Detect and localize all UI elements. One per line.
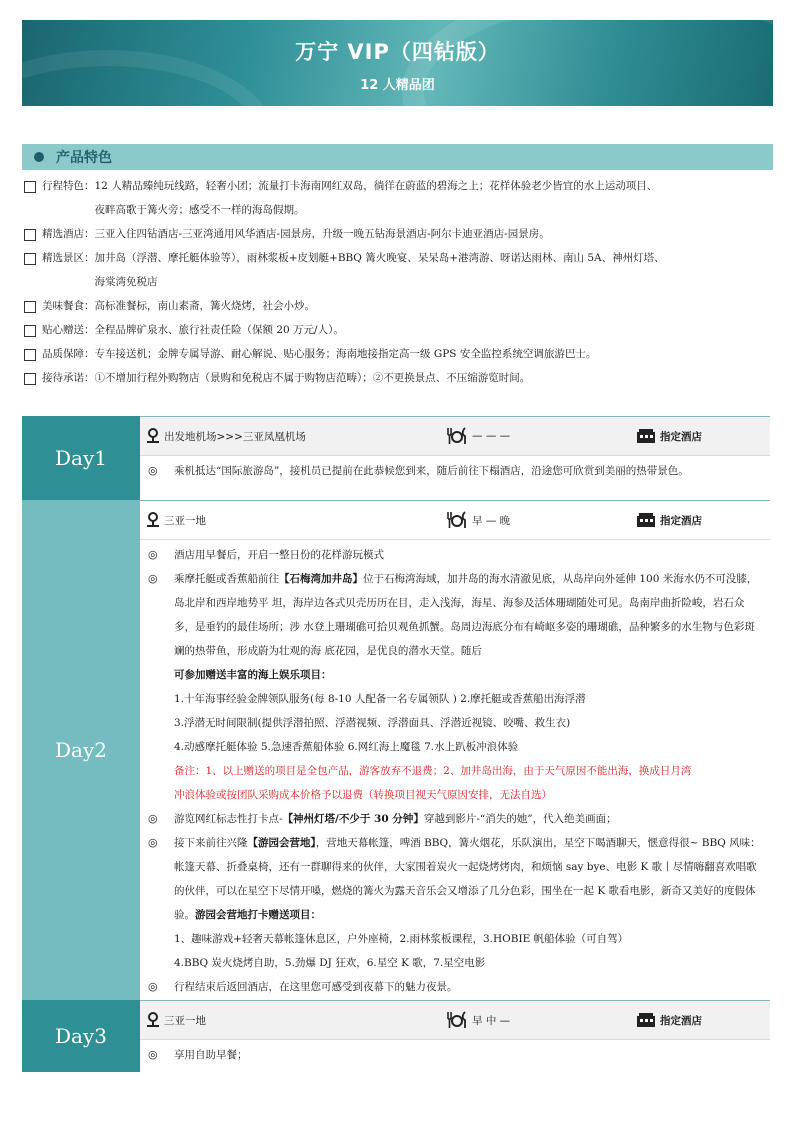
day-content bbox=[140, 456, 770, 487]
feature-text-line: 夜畔高歌于篝火旁；感受不一样的海岛假期。 bbox=[94, 204, 305, 216]
itinerary bbox=[22, 416, 770, 1072]
day-3 bbox=[22, 1000, 770, 1072]
day-label: Day1 bbox=[22, 416, 140, 500]
gift-line: 4.动感摩托艇体验 5.急速香蕉船体验 6.网红海上魔毯 7.水上趴板冲浪体验 bbox=[174, 741, 519, 753]
list-item bbox=[148, 807, 762, 831]
feature-item bbox=[22, 366, 773, 390]
item-text: 酒店用早餐后，开启一整日份的花样游玩模式 bbox=[174, 549, 384, 561]
text-segment: 游览网红标志性打卡点- bbox=[174, 813, 283, 825]
bullet-dot-icon bbox=[34, 152, 44, 162]
checkbox-icon bbox=[24, 181, 36, 193]
feature-item bbox=[22, 222, 773, 246]
day-body bbox=[140, 500, 770, 1000]
highlight-text: 【石梅湾加井岛】 bbox=[279, 573, 363, 585]
meal-text: 早 — 晚 bbox=[472, 514, 511, 527]
text-segment: 位于石梅湾海域，加井岛的海水清澈见底，从岛岸向外延伸 100 米海水仍不可没膝，岛北岸和西岸地势平 坦，海岸边各式贝壳历历在目，走入浅海，海星、海参及活体珊瑚随处可见。岛南岸曲折险峻，岩石众多，是垂钓的最佳场所；涉 水登上珊瑚礁可拾贝观鱼抓蟹。岛周边海底分布有崎岖多姿的珊瑚礁，品种繁多的水生物与色彩斑斓的热带鱼，形成蔚为壮观的海 底花园，是优良的潜水天堂。随后 bbox=[174, 573, 758, 657]
hotel bbox=[636, 512, 702, 528]
text-segment: 穿越到影片-“消失的她”，代入绝美画面； bbox=[423, 813, 617, 825]
features-list bbox=[22, 174, 773, 390]
feature-text-line: 加井岛（浮潜、摩托艇体验等），雨林浆板+皮划艇+BBQ 篝火晚宴、呆呆岛+港湾游、呀诺达雨林、南山 5A、神州灯塔、 bbox=[94, 252, 665, 264]
item-text: 乘机抵达“国际旅游岛”，接机员已提前在此恭候您到来，随后前往下榻酒店，沿途您可欣赏到美丽的热带景色。 bbox=[174, 465, 689, 477]
feature-text: 高标准餐标，南山素斋，篝火烧烤，社会小炒。 bbox=[94, 300, 315, 312]
day-content bbox=[140, 540, 770, 1003]
gift-line: 4.BBQ 炭火烧烤自助，5.劲爆 DJ 狂欢，6.星空 K 歌，7.星空电影 bbox=[174, 957, 486, 969]
item-text: 享用自助早餐； bbox=[174, 1049, 248, 1061]
list-item bbox=[148, 975, 762, 999]
day-body bbox=[140, 1000, 770, 1072]
day-header bbox=[140, 501, 770, 540]
feature-text-line: 海棠湾免税店 bbox=[94, 276, 158, 288]
dining-icon bbox=[446, 427, 468, 445]
text-segment: 接下来前往兴隆 bbox=[174, 837, 248, 849]
location-pin-icon bbox=[146, 512, 160, 528]
highlight-text: 游园会营地打卡赠送项目： bbox=[195, 909, 321, 921]
checkbox-icon bbox=[24, 373, 36, 385]
highlight-text: 可参加赠送丰富的海上娱乐项目： bbox=[174, 669, 332, 681]
feature-label: 贴心赠送： bbox=[42, 324, 95, 336]
item-text bbox=[174, 807, 762, 831]
meals bbox=[446, 511, 636, 529]
hotel-icon bbox=[636, 1012, 656, 1028]
location-pin-icon bbox=[146, 1012, 160, 1028]
checkbox-icon bbox=[24, 301, 36, 313]
text-segment: 乘摩托艇或香蕉船前往 bbox=[174, 573, 279, 585]
route-text: 三亚一地 bbox=[164, 1014, 206, 1027]
day-1 bbox=[22, 416, 770, 500]
text-segment: ，营地天幕帐篷，啤酒 BBQ，篝火烟花，乐队演出，星空下喝酒聊天，惬意得很~ BBQ 风味：帐篷天幕、折叠桌椅，还有一群聊得来的伙伴，大家围着炭火一起烧烤烤肉，和烦恼 say bye、电影 K 歌丨尽情嗨翻喜欢唱歌的伙伴，可以在星空下尽情开嗓，燃烧的篝火为露天音乐会又增添了几分色彩，围坐在一起 K 歌看电影，新奇又美好的度假体验。 bbox=[174, 837, 761, 921]
list-item bbox=[148, 567, 762, 687]
list-item bbox=[148, 1043, 762, 1067]
feature-text: 三亚入住四钻酒店-三亚湾通用风华酒店-园景房，升级一晚五钻海景酒店-阿尔卡迪亚酒店-园景房。 bbox=[94, 228, 550, 240]
highlight-text: 【神州灯塔/不少于 30 分钟】 bbox=[282, 813, 424, 825]
feature-text: ①不增加行程外购物店（景购和免税店不属于购物店范畴）；②不更换景点、不压缩游览时间。 bbox=[94, 372, 531, 384]
feature-item bbox=[22, 318, 773, 342]
day-body bbox=[140, 416, 770, 500]
gift-line: 1.十年海事经验金牌领队服务(每 8-10 人配备一名专属领队 ) 2.摩托艇或香蕉船出海浮潜 bbox=[174, 693, 586, 705]
bullet-icon: ◎ bbox=[148, 980, 158, 993]
checkbox-icon bbox=[24, 253, 36, 265]
item-text bbox=[174, 567, 762, 687]
hotel bbox=[636, 1012, 702, 1028]
feature-text-line: 12 人精品臻纯玩线路，轻奢小团；流量打卡海南网红双岛，徜徉在蔚蓝的碧海之上；花样体验老少皆宜的水上运动项目、 bbox=[94, 180, 658, 192]
meals bbox=[446, 1011, 636, 1029]
bullet-icon: ◎ bbox=[148, 1048, 158, 1061]
dining-icon bbox=[446, 1011, 468, 1029]
feature-text bbox=[95, 246, 774, 294]
route bbox=[140, 428, 446, 444]
route bbox=[140, 1012, 446, 1028]
route-text: 三亚一地 bbox=[164, 514, 206, 527]
dining-icon bbox=[446, 511, 468, 529]
note-line: 备注：1、以上赠送的项目是全包产品，游客放弃不退费；2、加井岛出海，由于天气原因不能出海，换成日月湾 bbox=[174, 765, 692, 777]
day-header bbox=[140, 1001, 770, 1040]
gift-line: 3.浮潜无时间限制(提供浮潜拍照、浮潜视频、浮潜面具、浮潜近视镜、咬嘴、救生衣) bbox=[174, 717, 571, 729]
day-label: Day3 bbox=[22, 1000, 140, 1072]
gift-line: 1、趣味游戏+轻奢天幕帐篷休息区，户外座椅，2.雨林浆板课程，3.HOBIE 帆船体验（可自驾） bbox=[174, 933, 629, 945]
bullet-icon: ◎ bbox=[148, 572, 158, 585]
feature-item bbox=[22, 174, 773, 222]
feature-item bbox=[22, 342, 773, 366]
list-item bbox=[148, 459, 762, 483]
day-2 bbox=[22, 500, 770, 1000]
hotel bbox=[636, 428, 702, 444]
day-content bbox=[140, 1040, 770, 1071]
meal-text: — — — bbox=[472, 430, 511, 442]
route-text: 出发地机场>>>三亚凤凰机场 bbox=[164, 430, 306, 443]
location-pin-icon bbox=[146, 428, 160, 444]
feature-label: 接待承诺： bbox=[42, 372, 95, 384]
feature-text bbox=[95, 174, 774, 222]
feature-label: 品质保障： bbox=[42, 348, 95, 360]
hotel-text: 指定酒店 bbox=[660, 1014, 702, 1027]
bullet-icon: ◎ bbox=[148, 812, 158, 825]
feature-label: 精选酒店： bbox=[42, 228, 95, 240]
feature-label: 精选景区： bbox=[42, 252, 95, 264]
feature-text: 专车接送机；金牌专属导游、耐心解说、贴心服务；海南地接指定高一级 GPS 安全监控系统空调旅游巴士。 bbox=[94, 348, 597, 360]
checkbox-icon bbox=[24, 325, 36, 337]
feature-text: 全程品牌矿泉水、旅行社责任险（保额 20 万元/人）。 bbox=[94, 324, 344, 336]
page-title: 万宁 VIP（四钻版） bbox=[295, 40, 500, 64]
page-subtitle: 12 人精品团 bbox=[360, 78, 435, 93]
item-text bbox=[174, 831, 762, 927]
bullet-icon: ◎ bbox=[148, 548, 158, 561]
bullet-icon: ◎ bbox=[148, 464, 158, 477]
checkbox-icon bbox=[24, 229, 36, 241]
day-label: Day2 bbox=[22, 500, 140, 1000]
highlight-text: 【游园会营地】 bbox=[247, 837, 316, 849]
note-line: 冲浪体验或按团队采购成本价格予以退费（转换项目视天气原因安排，无法自选） bbox=[174, 789, 552, 801]
feature-label: 美味餐食： bbox=[42, 300, 95, 312]
hotel-icon bbox=[636, 512, 656, 528]
hotel-text: 指定酒店 bbox=[660, 514, 702, 527]
item-text: 行程结束后返回酒店，在这里您可感受到夜幕下的魅力夜景。 bbox=[174, 981, 458, 993]
feature-label: 行程特色： bbox=[42, 180, 95, 192]
feature-item bbox=[22, 294, 773, 318]
list-item bbox=[148, 831, 762, 927]
hotel-text: 指定酒店 bbox=[660, 430, 702, 443]
section-title: 产品特色 bbox=[56, 150, 112, 166]
meal-text: 早 中 — bbox=[472, 1014, 511, 1027]
hotel-icon bbox=[636, 428, 656, 444]
meals bbox=[446, 427, 636, 445]
route bbox=[140, 512, 446, 528]
section-header-features bbox=[22, 144, 773, 170]
feature-item bbox=[22, 246, 773, 294]
day-header bbox=[140, 417, 770, 456]
title-banner bbox=[22, 20, 773, 106]
checkbox-icon bbox=[24, 349, 36, 361]
list-item bbox=[148, 543, 762, 567]
bullet-icon: ◎ bbox=[148, 836, 158, 849]
